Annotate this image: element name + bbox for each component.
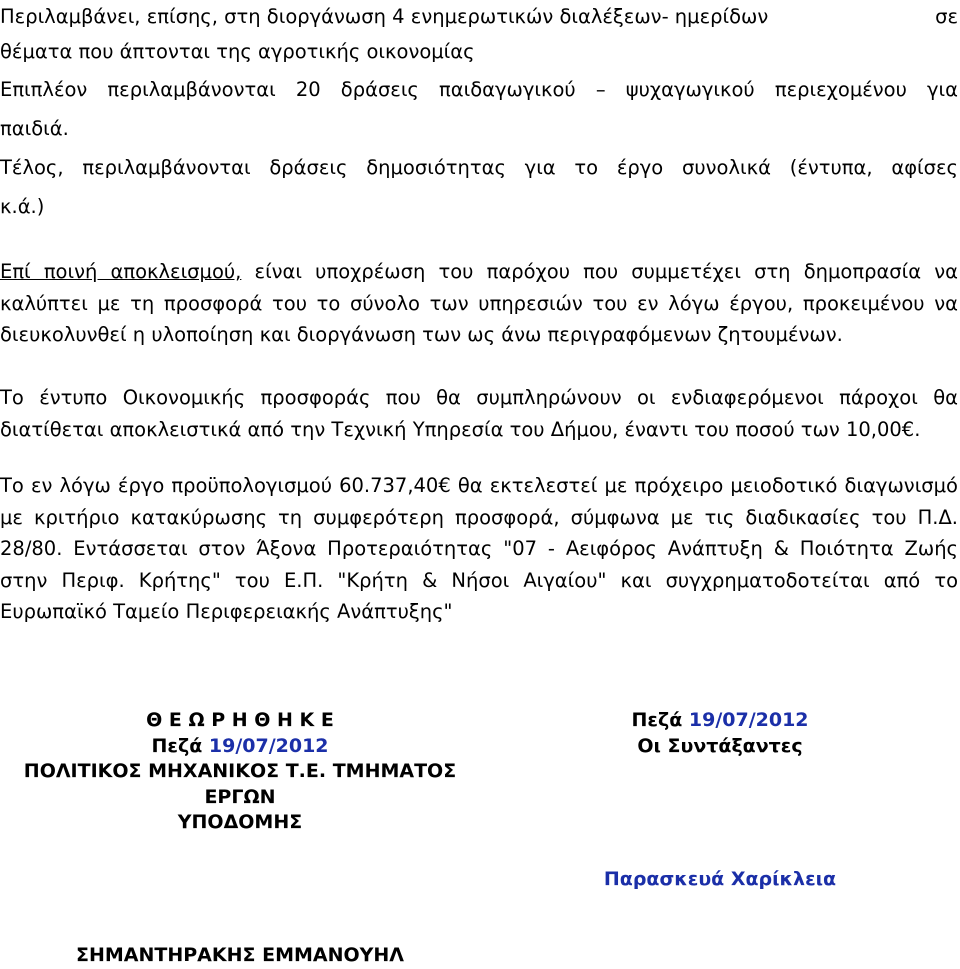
author-name: Παρασκευά Χαρίκλεια bbox=[603, 868, 837, 890]
intro-line-4: παιδιά. bbox=[0, 116, 69, 140]
approval-role-line-3: ΥΠΟΔΟΜΗΣ bbox=[177, 811, 303, 833]
approval-place: Πεζά bbox=[151, 734, 203, 757]
approval-role-line-1: ΠΟΛΙΤΙΚΟΣ ΜΗΧΑΝΙΚΟΣ Τ.Ε. ΤΜΗΜΑΤΟΣ bbox=[23, 760, 457, 782]
authors-signature-block bbox=[480, 708, 960, 759]
penalty-phrase: Επί ποινή αποκλεισμού, bbox=[0, 260, 242, 283]
intro-line-6: κ.ά.) bbox=[0, 195, 45, 218]
intro-line-3: Επιπλέον περιλαμβάνονται 20 δράσεις παιδαγωγικού – ψυχαγωγικού περιεχομένου για bbox=[0, 78, 958, 101]
authors-heading: Οι Συντάξαντες bbox=[637, 734, 803, 757]
penalty-paragraph-text: είναι υποχρέωση του παρόχου που συμμετέχει στη δημοπρασία να καλύπτει με τη προσφορά του το σύνολο των υπηρεσιών του εν λόγω έργου, προκειμένου να διευκολυνθεί η υλοποίηση και διοργάνωση των ως άνω περιγραφόμενων ζητουμένων. bbox=[0, 260, 959, 346]
intro-line-5: Τέλος, περιλαμβάνονται δράσεις δημοσιότητας για το έργο συνολικά (έντυπα, αφίσες bbox=[0, 156, 958, 179]
approval-signature-block bbox=[0, 708, 480, 836]
authors-date: 19/07/2012 bbox=[688, 709, 809, 731]
authors-place: Πεζά bbox=[631, 709, 683, 731]
offer-form-paragraph: Το έντυπο Οικονομικής προσφοράς που θα συμπληρώνουν οι ενδιαφερόμενοι πάροχοι θα διατίθεται αποκλειστικά από την Τεχνική Υπηρεσία του Δήμου, έναντι του ποσού των 10,00€. bbox=[0, 386, 958, 441]
approval-date: 19/07/2012 bbox=[208, 734, 329, 757]
approver-name: ΣΗΜΑΝΤΗΡΑΚΗΣ ΕΜΜΑΝΟΥΗΛ bbox=[75, 944, 405, 966]
approval-role-line-2: ΕΡΓΩΝ bbox=[204, 785, 276, 808]
intro-line-1 bbox=[0, 0, 958, 35]
intro-line-1-end: σε bbox=[935, 5, 958, 28]
penalty-paragraph bbox=[0, 256, 958, 351]
authors-date-line bbox=[480, 708, 960, 734]
approval-heading: Θ Ε Ω Ρ Η Θ Η Κ Ε bbox=[146, 709, 334, 731]
approval-date-line bbox=[0, 734, 480, 760]
intro-line-1-text: Περιλαμβάνει, επίσης, στη διοργάνωση 4 ενημερωτικών διαλέξεων- ημερίδων bbox=[0, 5, 769, 28]
intro-line-2: θέματα που άπτονται της αγροτικής οικονομίας bbox=[0, 39, 475, 63]
budget-paragraph: Το εν λόγω έργο προϋπολογισμού 60.737,40€ θα εκτελεστεί με πρόχειρο μειοδοτικό διαγωνισμό με κριτήριο κατακύρωσης τη συμφερότερη προσφορά, σύμφωνα με τις διαδικασίες του Π.Δ. 28/80. Εντάσσεται στον Άξονα Προτεραιότητας "07 - Αειφόρος Ανάπτυξη & Ποιότητα Ζωής στην Περιφ. Κρήτης" του Ε.Π. "Κρήτη & Νήσοι Αιγαίου" και συγχρηματοδοτείται από το Ευρωπαϊκό Ταμείο Περιφερειακής Ανάπτυξης" bbox=[0, 474, 958, 623]
